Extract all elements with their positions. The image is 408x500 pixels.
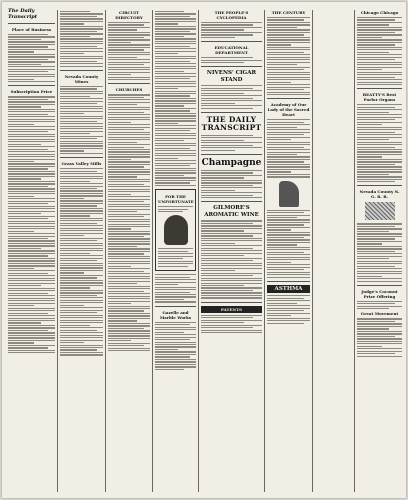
heading-daily-transcript: THE DAILY TRANSCRIPT [201,114,262,133]
heading-aromatic-wine: GILMORE'S AROMATIC WINE [204,205,259,218]
portrait-engraving [164,215,188,245]
column-1 [8,8,55,494]
advertisement-box [155,189,196,271]
column-rule [198,10,199,492]
masthead: The Daily Transcript [8,8,38,20]
column-5 [201,8,262,494]
heading-academy: Academy of Our Lady of the Sacred Heart [267,102,310,118]
heading-great-movement: Great Movement [360,311,399,317]
heading-unfortunate: FOR THE UNFORTUNATE [158,194,194,205]
heading-cyclopedia: THE PEOPLE'S CYCLOPEDIA [214,10,249,20]
heading-circuit-directory: CIRCUIT DIRECTORY [115,10,143,20]
heading-mines: Nevada County Mines [64,73,99,84]
heading-subscription: Subscription Price [10,89,53,95]
column-rule [105,10,106,492]
column-rule [312,10,313,492]
column-rule [152,10,153,492]
heading-mills: Grass Valley Mills [61,161,102,167]
heading-educational: EDUCATIONAL DEPARTMENT [214,45,249,56]
column-rule [57,10,58,492]
shoe-engraving [279,181,299,207]
heading-place-of-business: Place of Business [11,27,52,32]
column-rule [264,10,265,492]
newspaper-page [2,2,406,498]
heading-marble-works: Gazelle and Marble Works [159,309,192,320]
column-6 [267,8,310,494]
heading-patents: PATENTS [201,306,262,313]
heading-century: THE CENTURY [271,10,306,15]
heading-judges-offering: Judge's Coconut Prize Offering [361,288,398,299]
column-3 [108,8,150,494]
heading-champagne: Champagne [201,157,262,168]
heading-railroad: Nevada County N. G. R. R. [359,189,400,200]
column-rule [354,10,355,492]
column-7 [357,8,402,494]
heading-cigar-stand: NIVENS' CIGAR STAND [206,70,257,83]
heading-chicago: Chicago Chicago [360,10,399,15]
column-2 [60,8,103,494]
train-engraving [365,202,395,220]
heading-churches: CHURCHES [115,87,143,93]
heading-organs: BEATTY'S Best Parlor Organs [362,92,397,103]
column-4 [155,8,196,494]
heading-asthma: ASTHMA [267,285,310,294]
